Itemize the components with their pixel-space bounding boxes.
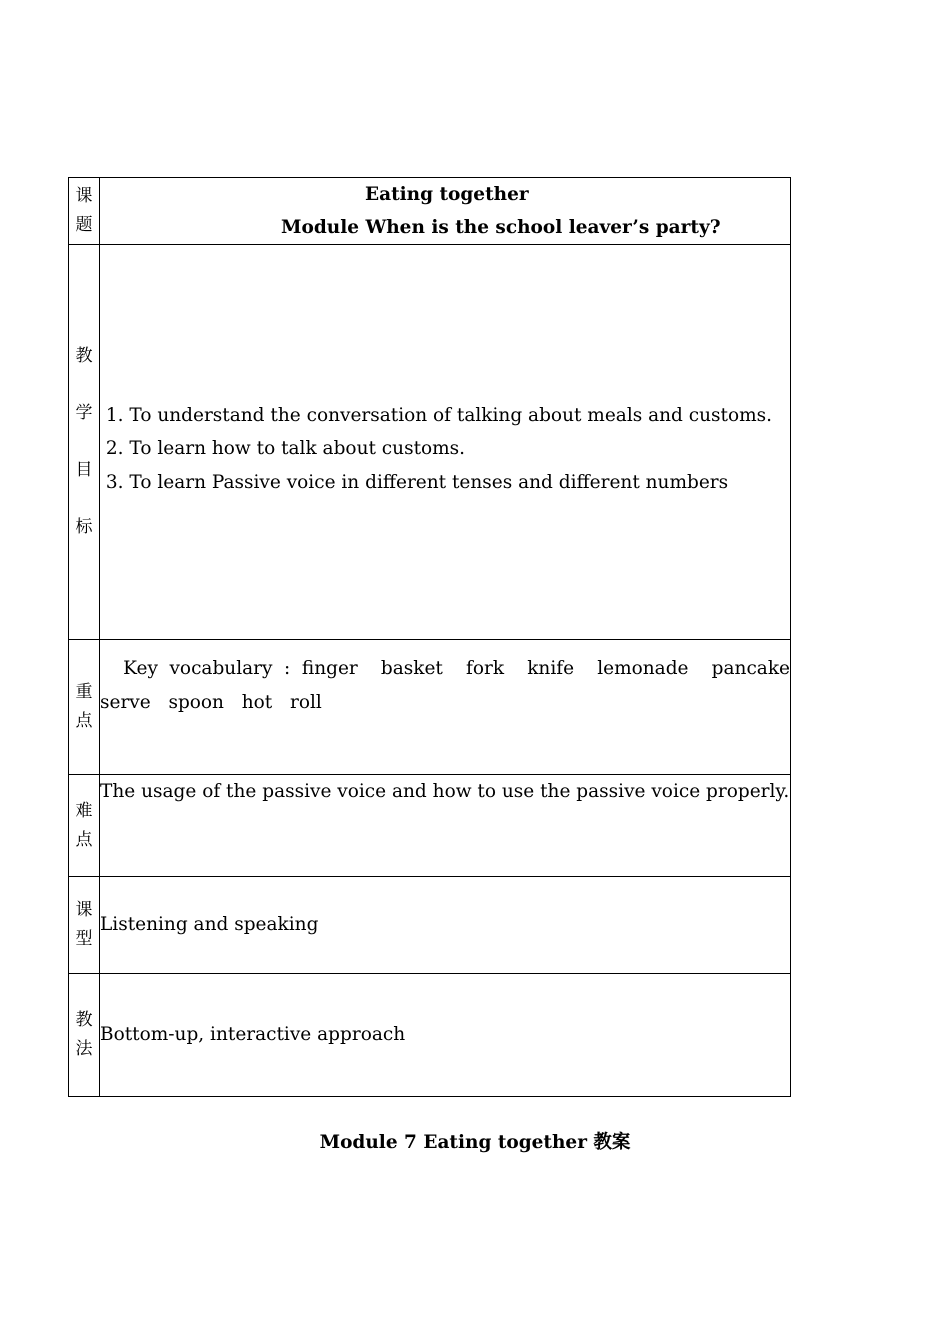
key-vocabulary-text: Key vocabulary : finger basket fork knife lemonade pancake serve spoon hot roll bbox=[100, 658, 808, 713]
method-content bbox=[100, 974, 791, 1097]
topic-row bbox=[69, 178, 791, 245]
difficulties-text: The usage of the passive voice and how to use the passive voice properly. bbox=[100, 781, 790, 802]
objectives-content bbox=[100, 245, 791, 640]
objectives-row bbox=[69, 245, 791, 640]
method-row bbox=[69, 974, 791, 1097]
method-text: Bottom-up, interactive approach bbox=[100, 1024, 406, 1046]
objective-item-3: 3. To learn Passive voice in different tenses and different numbers bbox=[100, 471, 729, 493]
key-points-row bbox=[69, 640, 791, 775]
topic-title-line2: Module When is the school leaver’s party? bbox=[281, 217, 721, 238]
objective-item-2: 2. To learn how to talk about customs. bbox=[100, 438, 466, 460]
key-points-content bbox=[100, 640, 808, 775]
method-label: 教 法 bbox=[69, 974, 100, 1097]
topic-label: 课 题 bbox=[69, 178, 100, 245]
key-points-label: 重 点 bbox=[69, 640, 100, 775]
lesson-plan-table bbox=[68, 177, 808, 1097]
lesson-type-row bbox=[69, 877, 791, 974]
topic-content bbox=[100, 178, 791, 245]
objective-item-1: 1. To understand the conversation of talking about meals and customs. bbox=[100, 404, 773, 426]
difficulties-row bbox=[69, 775, 791, 877]
objectives-label: 教 学 目 标 bbox=[69, 245, 100, 640]
lesson-type-text: Listening and speaking bbox=[100, 914, 319, 936]
topic-title-line1: Eating together bbox=[365, 184, 529, 205]
difficulties-content bbox=[100, 775, 791, 877]
document-title: Module 7 Eating together 教案 bbox=[319, 1132, 631, 1153]
difficulties-label: 难 点 bbox=[69, 775, 100, 877]
lesson-type-content bbox=[100, 877, 791, 974]
lesson-type-label: 课 型 bbox=[69, 877, 100, 974]
